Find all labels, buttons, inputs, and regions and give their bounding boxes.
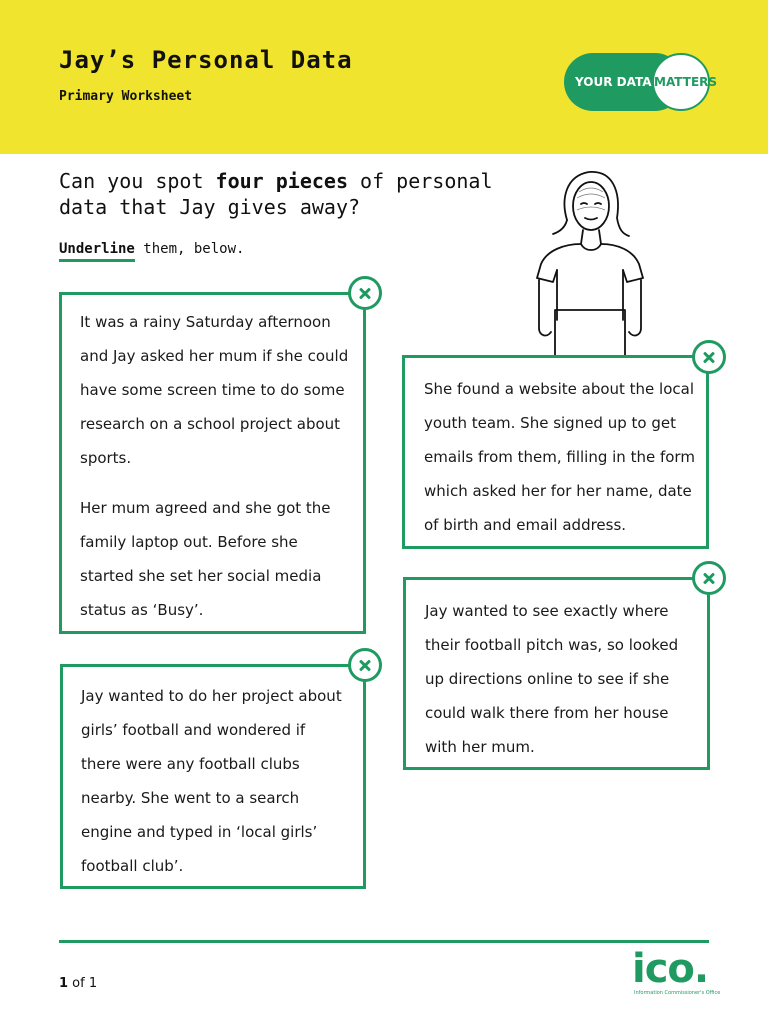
close-icon[interactable] — [348, 648, 382, 682]
page-subtitle: Primary Worksheet — [59, 89, 193, 104]
page-total: of 1 — [68, 976, 98, 991]
question-after: of personal data that Jay gives away? — [59, 169, 493, 219]
story-card-1 — [59, 292, 366, 634]
card-4-paragraph-1: Jay wanted to do her project about girls’ football and wondered if there were any football clubs nearby. She went to a search engine and typed in ‘local girls’ football club’. — [81, 687, 342, 875]
card-3-paragraph-1: Jay wanted to see exactly where their football pitch was, so looked up directions online to see if she could walk there from her house with her mum. — [425, 602, 679, 756]
question-text — [59, 168, 529, 220]
story-card-4 — [60, 664, 366, 889]
your-data-matters-badge — [564, 53, 718, 111]
instruction-underlined: Underline — [59, 241, 135, 262]
story-card-2 — [402, 355, 709, 549]
badge-right-text: MATTERS — [654, 75, 718, 89]
card-2-paragraph-1: She found a website about the local youth team. She signed up to get emails from them, filling in the form which asked her for her name, date of birth and email address. — [424, 380, 695, 534]
card-1-paragraph-2: Her mum agreed and she got the family laptop out. Before she started she set her social media status as ‘Busy’. — [80, 499, 331, 619]
page-current: 1 — [59, 976, 69, 991]
instruction-rest: them, below. — [134, 241, 245, 257]
question-bold: four pieces — [215, 169, 348, 193]
close-icon[interactable] — [692, 561, 726, 595]
close-icon[interactable] — [692, 340, 726, 374]
ico-logo-subtext: Information Commissioner's Office — [634, 990, 721, 996]
card-1-paragraph-1: It was a rainy Saturday afternoon and Jay asked her mum if she could have some screen time to do some research on a school project about sports. — [80, 313, 349, 467]
footer-divider — [59, 940, 709, 943]
question-before: Can you spot — [59, 169, 216, 193]
jay-illustration — [525, 160, 655, 360]
instruction-text — [59, 241, 244, 257]
ico-logo — [630, 946, 721, 1000]
ico-logo-text: ico. — [632, 946, 709, 992]
page-counter — [59, 976, 97, 991]
story-card-3 — [403, 577, 710, 770]
header-banner — [0, 0, 768, 154]
badge-left-text: YOUR DATA — [575, 75, 652, 89]
page-title: Jay’s Personal Data — [59, 46, 353, 74]
close-icon[interactable] — [348, 276, 382, 310]
